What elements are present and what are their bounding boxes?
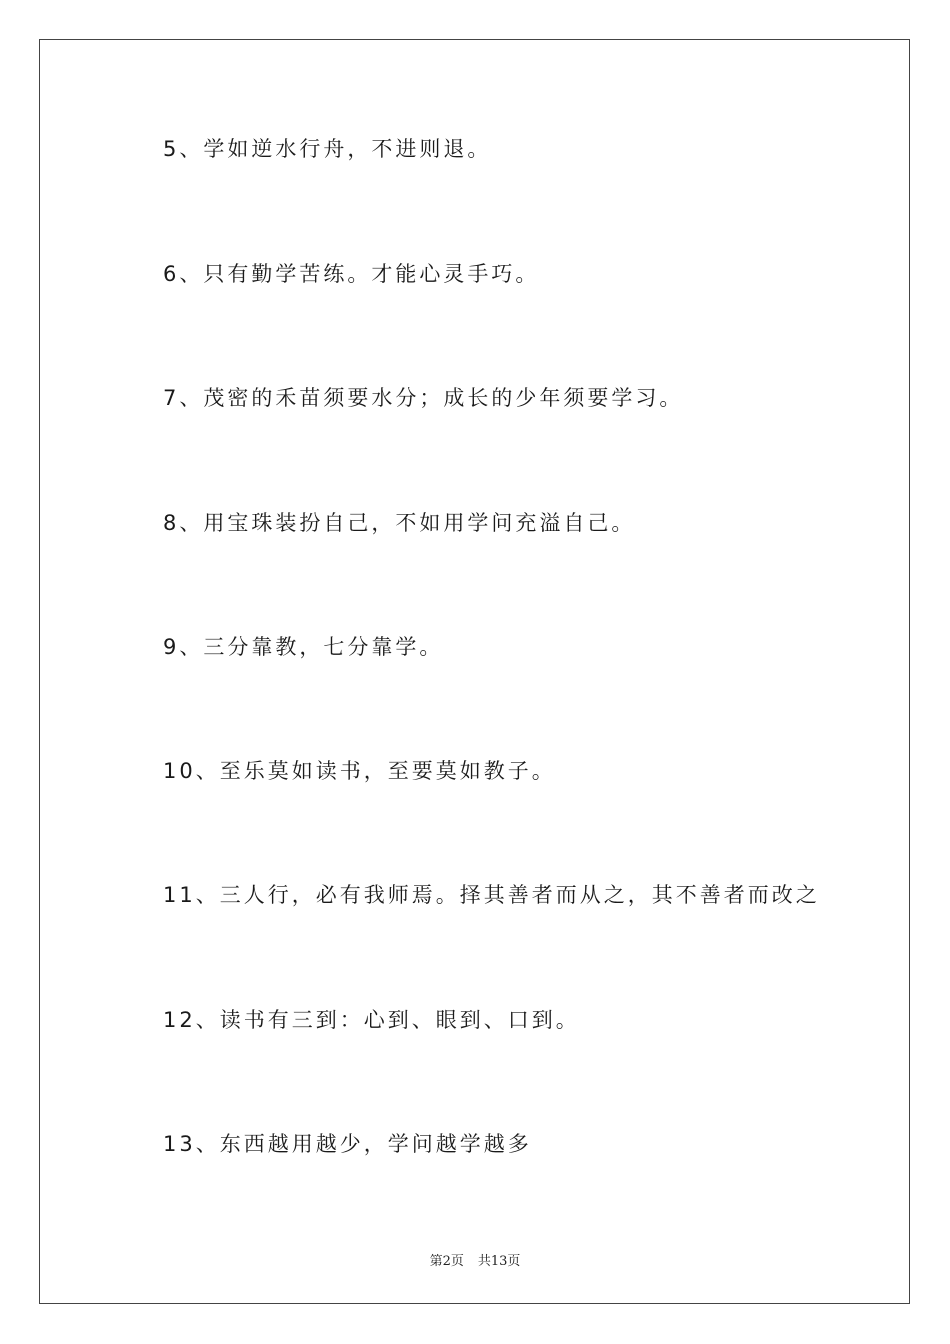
quote-line-12: 12、读书有三到：心到、眼到、口到。 <box>163 1008 580 1032</box>
page-footer <box>0 1250 950 1269</box>
quote-line-13: 13、东西越用越少，学问越学越多 <box>163 1132 532 1156</box>
quote-line-6: 6、只有勤学苦练。才能心灵手巧。 <box>163 262 540 286</box>
quote-line-9: 9、三分靠教，七分靠学。 <box>163 635 444 659</box>
quote-line-8: 8、用宝珠装扮自己，不如用学问充溢自己。 <box>163 511 636 535</box>
page-total: 共13页 <box>477 1254 521 1269</box>
page-border <box>39 39 910 1304</box>
quote-line-10: 10、至乐莫如读书，至要莫如教子。 <box>163 759 556 783</box>
page-number: 第2页 <box>429 1254 464 1269</box>
quote-line-7: 7、茂密的禾苗须要水分；成长的少年须要学习。 <box>163 386 684 410</box>
quote-line-11: 11、三人行，必有我师焉。择其善者而从之，其不善者而改之 <box>163 883 820 907</box>
quote-line-5: 5、学如逆水行舟，不进则退。 <box>163 137 492 161</box>
